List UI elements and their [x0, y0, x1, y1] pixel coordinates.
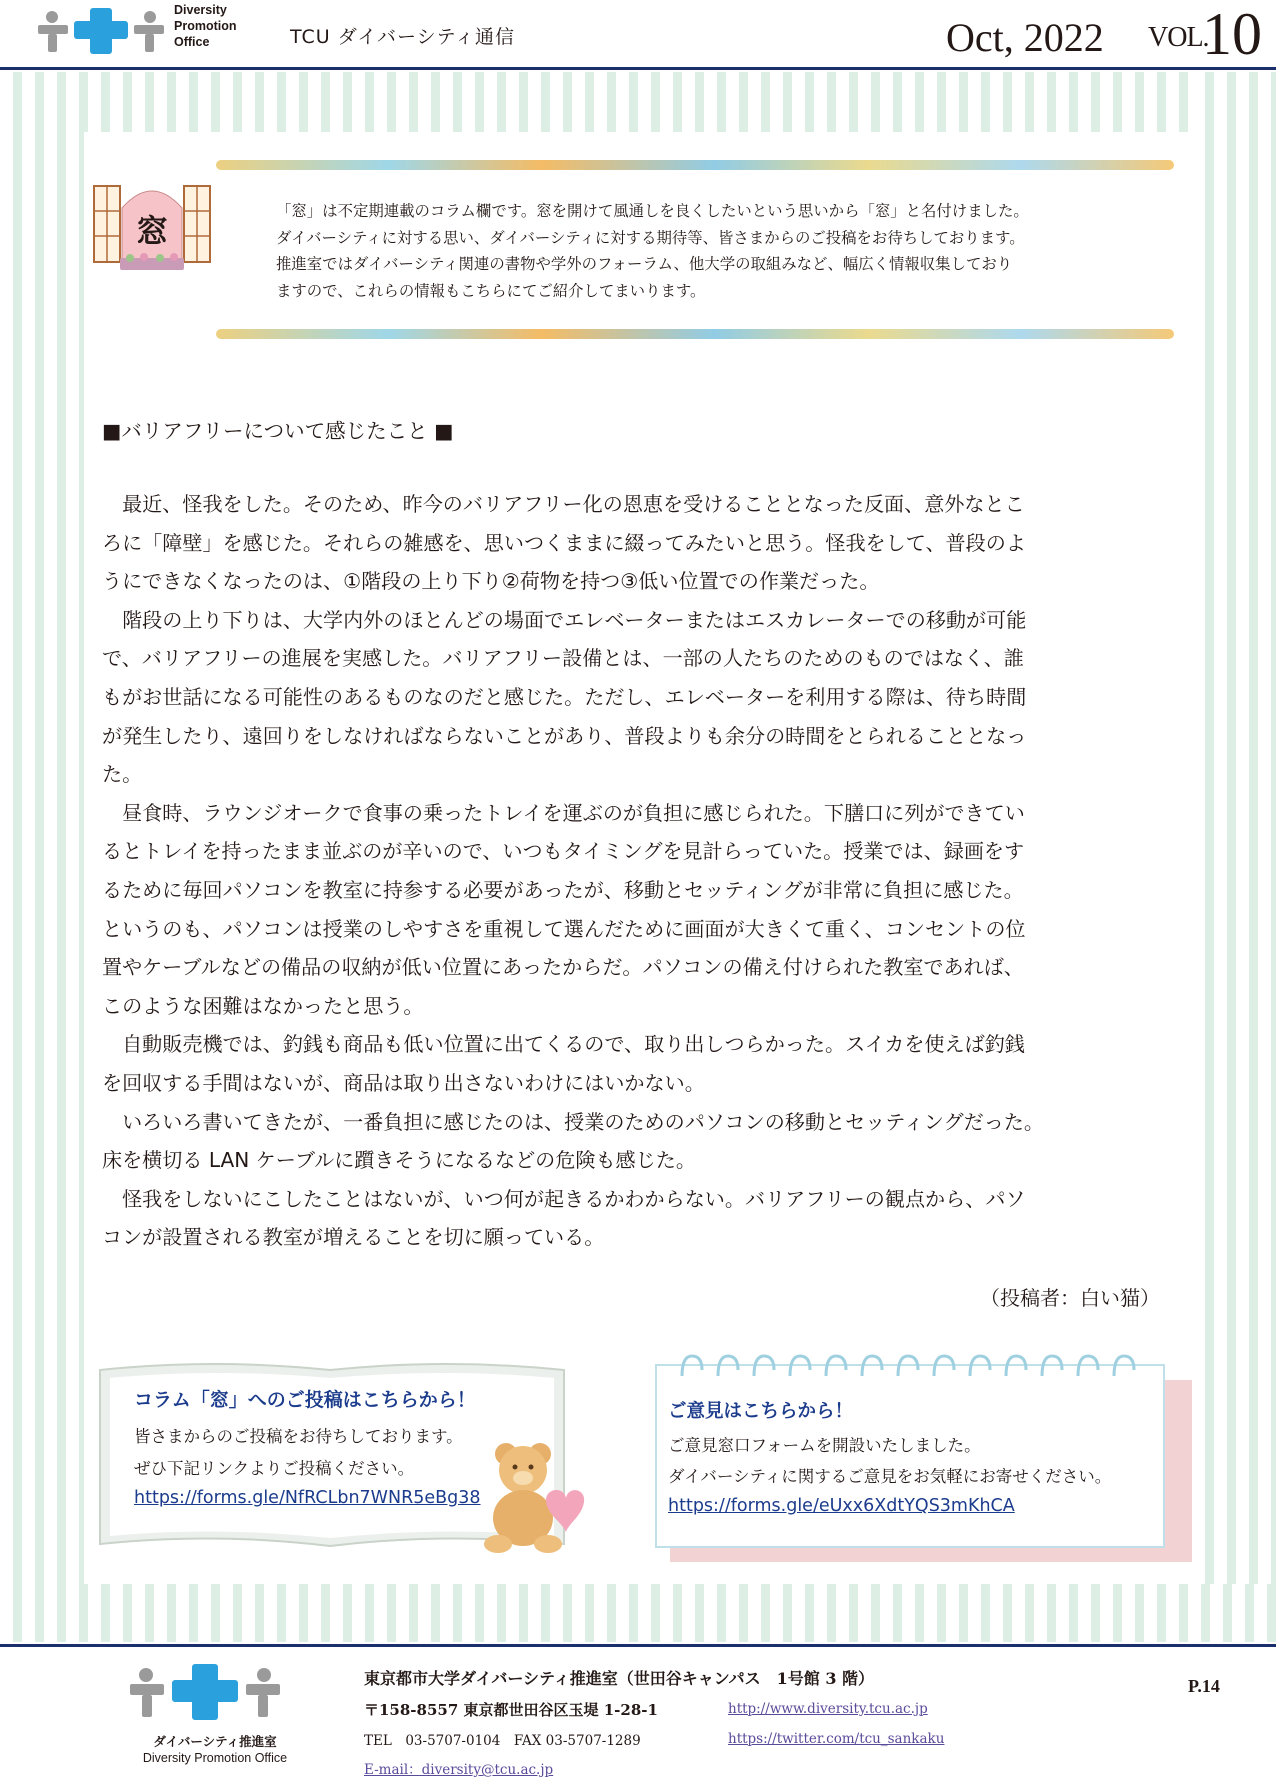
footer-logo-en: Diversity Promotion Office [142, 1751, 288, 1765]
article-line: が発生したり、遠回りをしなければならないことがあり、普段よりも余分の時間をとられることとなっ [102, 723, 1027, 748]
page-header [0, 0, 1276, 68]
diversity-office-logo [38, 8, 164, 54]
footer-organization: 東京都市大学ダイバーシティ推進室（世田谷キャンパス 1号館 3 階） [364, 1669, 875, 1688]
article-line: で、バリアフリーの進展を実感した。バリアフリー設備とは、一部の人たちのためのものではなく、誰 [102, 646, 1024, 671]
feedback-card-title: ご意見はこちらから！ [668, 1401, 854, 1422]
stripe-border-right [1192, 72, 1276, 1642]
author-signature: （投稿者：白い猫） [980, 1286, 1160, 1310]
article-line: を回収する手間はないが、商品は取り出さないわけにはいかない。 [102, 1070, 705, 1095]
footer-rule [0, 1644, 1276, 1647]
page-number: P.14 [1188, 1676, 1220, 1696]
article-line: このような困難はなかったと思う。 [102, 993, 424, 1018]
footer-logo-jp: ダイバーシティ推進室 [153, 1734, 277, 1749]
feedback-card-text: ダイバーシティに関するご意見をお気軽にお寄せください。 [668, 1467, 1112, 1486]
article-line: るために毎回パソコンを教室に持参する必要があったが、移動とセッティングが非常に負担に感じた。 [102, 877, 1024, 902]
submit-card-text: 皆さまからのご投稿をお待ちしております。 [134, 1427, 463, 1446]
article-line: もがお世話になる可能性のあるものなのだと感じた。ただし、エレベーターを利用する際は、待ち時間 [102, 684, 1027, 709]
logo-text-line: Diversity [174, 3, 227, 17]
intro-line: 「窓」は不定期連載のコラム欄です。窓を開けて風通しを良くしたいという思いから「窓」と名付けました。 [276, 202, 1029, 220]
footer-logo [130, 1664, 280, 1720]
article-line: うにできなくなったのは、①階段の上り下り②荷物を持つ③低い位置での作業だった。 [102, 569, 880, 594]
publication-title: TCU ダイバーシティ通信 [290, 26, 516, 48]
intro-line: ますので、これらの情報もこちらにてご紹介してまいります。 [276, 281, 706, 300]
article-heading: ■バリアフリーについて感じたこと ■ [102, 419, 454, 443]
article-line: 怪我をしないにこしたことはないが、いつ何が起きるかわからない。バリアフリーの観点から、パソ [102, 1186, 1026, 1211]
article-line: 昼食時、ラウンジオークで食事の乗ったトレイを運ぶのが負担に感じられた。下膳口に列ができてい [102, 800, 1025, 825]
article-line: 自動販売機では、釣銭も商品も低い位置に出てくるので、取り出しつらかった。スイカを使えば釣銭 [102, 1032, 1025, 1057]
footer-email-link[interactable]: E-mail：diversity@tcu.ac.jp [364, 1762, 554, 1778]
logo-text-line: Office [174, 35, 210, 49]
logo-text [174, 2, 237, 50]
intro-line: ダイバーシティに対する思い、ダイバーシティに対する期待等、皆さまからのご投稿をお待ちしております。 [276, 228, 1025, 247]
article-line: 階段の上り下りは、大学内外のほとんどの場面でエレベーターまたはエスカレーターでの移動が可能 [102, 607, 1027, 632]
feedback-card [655, 1364, 1165, 1548]
article-line: た。 [102, 762, 143, 787]
article-line: るとトレイを持ったまま並ぶのが辛いので、いつもタイミングを見計らっていた。授業では、録画をす [102, 839, 1025, 864]
rainbow-divider-top [216, 160, 1174, 170]
footer-website-link[interactable]: http://www.diversity.tcu.ac.jp [728, 1701, 928, 1717]
footer-tel-fax: TEL 03-5707-0104 FAX 03-5707-1289 [364, 1733, 641, 1749]
footer-twitter-link[interactable]: https://twitter.com/tcu_sankaku [728, 1731, 945, 1747]
issue-vol-label: VOL. [1148, 22, 1209, 53]
submit-form-link[interactable]: https://forms.gle/NfRCLbn7WNR5eBg38 [134, 1488, 481, 1508]
article-line: 最近、怪我をした。そのため、昨今のバリアフリー化の恩恵を受けることとなった反面、意外なとこ [102, 492, 1025, 516]
stripe-border-bottom [0, 1584, 1276, 1642]
article-line: コンが設置される教室が増えることを切に願っている。 [102, 1225, 605, 1250]
article-line: 置やケーブルなどの備品の収納が低い位置にあったからだ。パソコンの備え付けられた教室であれば、 [102, 955, 1024, 980]
teddy-bear-icon [476, 1440, 586, 1555]
window-icon [92, 178, 212, 283]
window-icon-label: 窓 [135, 212, 169, 250]
submit-card-title: コラム「窓」へのご投稿はこちらから！ [134, 1389, 476, 1411]
stripe-border-top [0, 72, 1276, 132]
issue-date: Oct, 2022 [946, 15, 1104, 60]
article-line: 床を横切る LAN ケーブルに躓きそうになるなどの危険も感じた。 [102, 1148, 696, 1173]
article-line: というのも、パソコンは授業のしやすさを重視して選んだために画面が大きくて重く、コンセントの位 [102, 916, 1026, 941]
article-line: いろいろ書いてきたが、一番負担に感じたのは、授業のためのパソコンの移動とセッティングだった。 [102, 1109, 1044, 1134]
feedback-card-text: ご意見窓口フォームを開設いたしました。 [668, 1436, 981, 1455]
article-body [102, 485, 1172, 1257]
article-line: ろに「障壁」を感じた。それらの雑感を、思いつくままに綴ってみたいと思う。怪我をして、普段のよ [102, 530, 1026, 555]
stripe-border-left [0, 72, 84, 1642]
intro-line: 推進室ではダイバーシティ関連の書物や学外のフォーラム、他大学の取組みなど、幅広く情報収集しており [276, 255, 1013, 273]
intro-text [276, 198, 1176, 304]
issue-number: 10 [1202, 1, 1262, 67]
rainbow-divider-bottom [216, 329, 1174, 339]
logo-text-line: Promotion [174, 19, 237, 33]
header-rule [0, 67, 1276, 70]
notepad-rings-icon [668, 1350, 1158, 1380]
feedback-form-link[interactable]: https://forms.gle/eUxx6XdtYQS3mKhCA [668, 1496, 1015, 1516]
footer-address: 〒158-8557 東京都世田谷区玉堤 1-28-1 [364, 1701, 658, 1719]
submit-card-text: ぜひ下記リンクよりご投稿ください。 [134, 1459, 415, 1478]
